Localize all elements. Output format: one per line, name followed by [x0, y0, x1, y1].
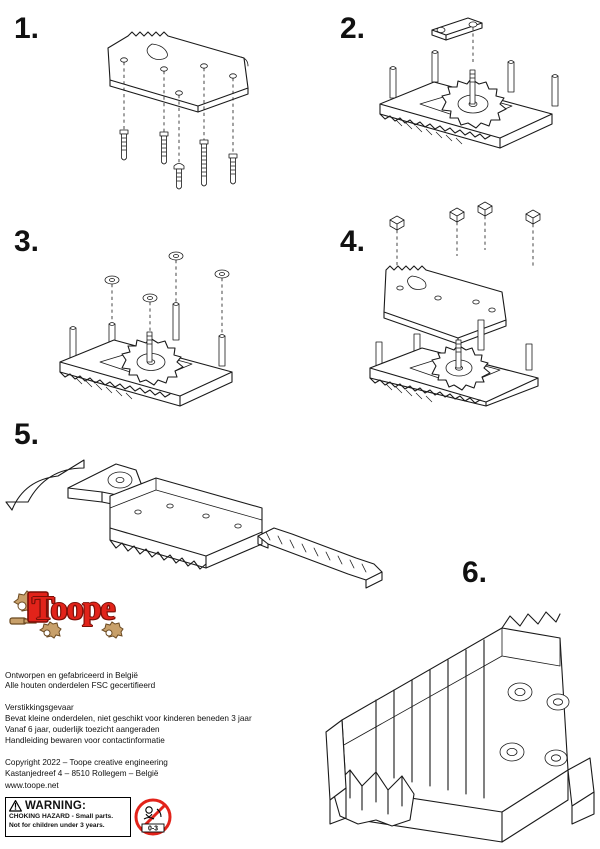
warning-line-2: Not for children under 3 years.	[9, 822, 105, 829]
step-3-figure	[40, 232, 280, 407]
step-6-figure	[306, 580, 600, 848]
step-1-number: 1.	[14, 12, 40, 45]
footer-safety-line-3: Handleiding bewaren voor contactinformatie	[5, 736, 165, 745]
step-6-number: 6.	[462, 556, 488, 589]
footer-website[interactable]: www.toope.net	[5, 781, 59, 790]
age-restriction-badge	[133, 797, 173, 837]
step-3-number: 3.	[14, 225, 40, 258]
step-5-number: 5.	[14, 418, 40, 451]
warning-triangle-icon	[9, 800, 22, 812]
step-4-number: 4.	[340, 225, 366, 258]
footer-address: Kastanjedreef 4 – 8510 Rollegem – België	[5, 769, 159, 778]
warning-box	[5, 797, 131, 837]
logo-wordmark: Toope	[32, 590, 115, 627]
step-5-figure	[10, 440, 410, 600]
step-1-figure	[48, 14, 268, 194]
footer-safety-line-1: Bevat kleine onderdelen, niet geschikt voor kinderen beneden 3 jaar	[5, 714, 252, 723]
footer-copyright: Copyright 2022 – Toope creative engineering	[5, 758, 168, 767]
footer-origin-line-2: Alle houten onderdelen FSC gecertifieerd	[5, 681, 156, 690]
footer-origin-line-1: Ontworpen en gefabriceerd in België	[5, 671, 138, 680]
step-2-number: 2.	[340, 12, 366, 45]
age-badge-text: 0-3	[147, 825, 159, 833]
footer-safety-line-2: Vanaf 6 jaar, ouderlijk toezicht aangeraden	[5, 725, 160, 734]
step-4-figure	[366, 192, 591, 407]
footer-safety-title: Verstikkingsgevaar	[5, 703, 74, 712]
toope-logo	[6, 586, 156, 648]
warning-title: WARNING:	[25, 800, 87, 812]
step-2-figure	[356, 8, 586, 198]
warning-header	[6, 798, 130, 812]
warning-line-1: CHOKING HAZARD - Small parts.	[9, 813, 114, 820]
